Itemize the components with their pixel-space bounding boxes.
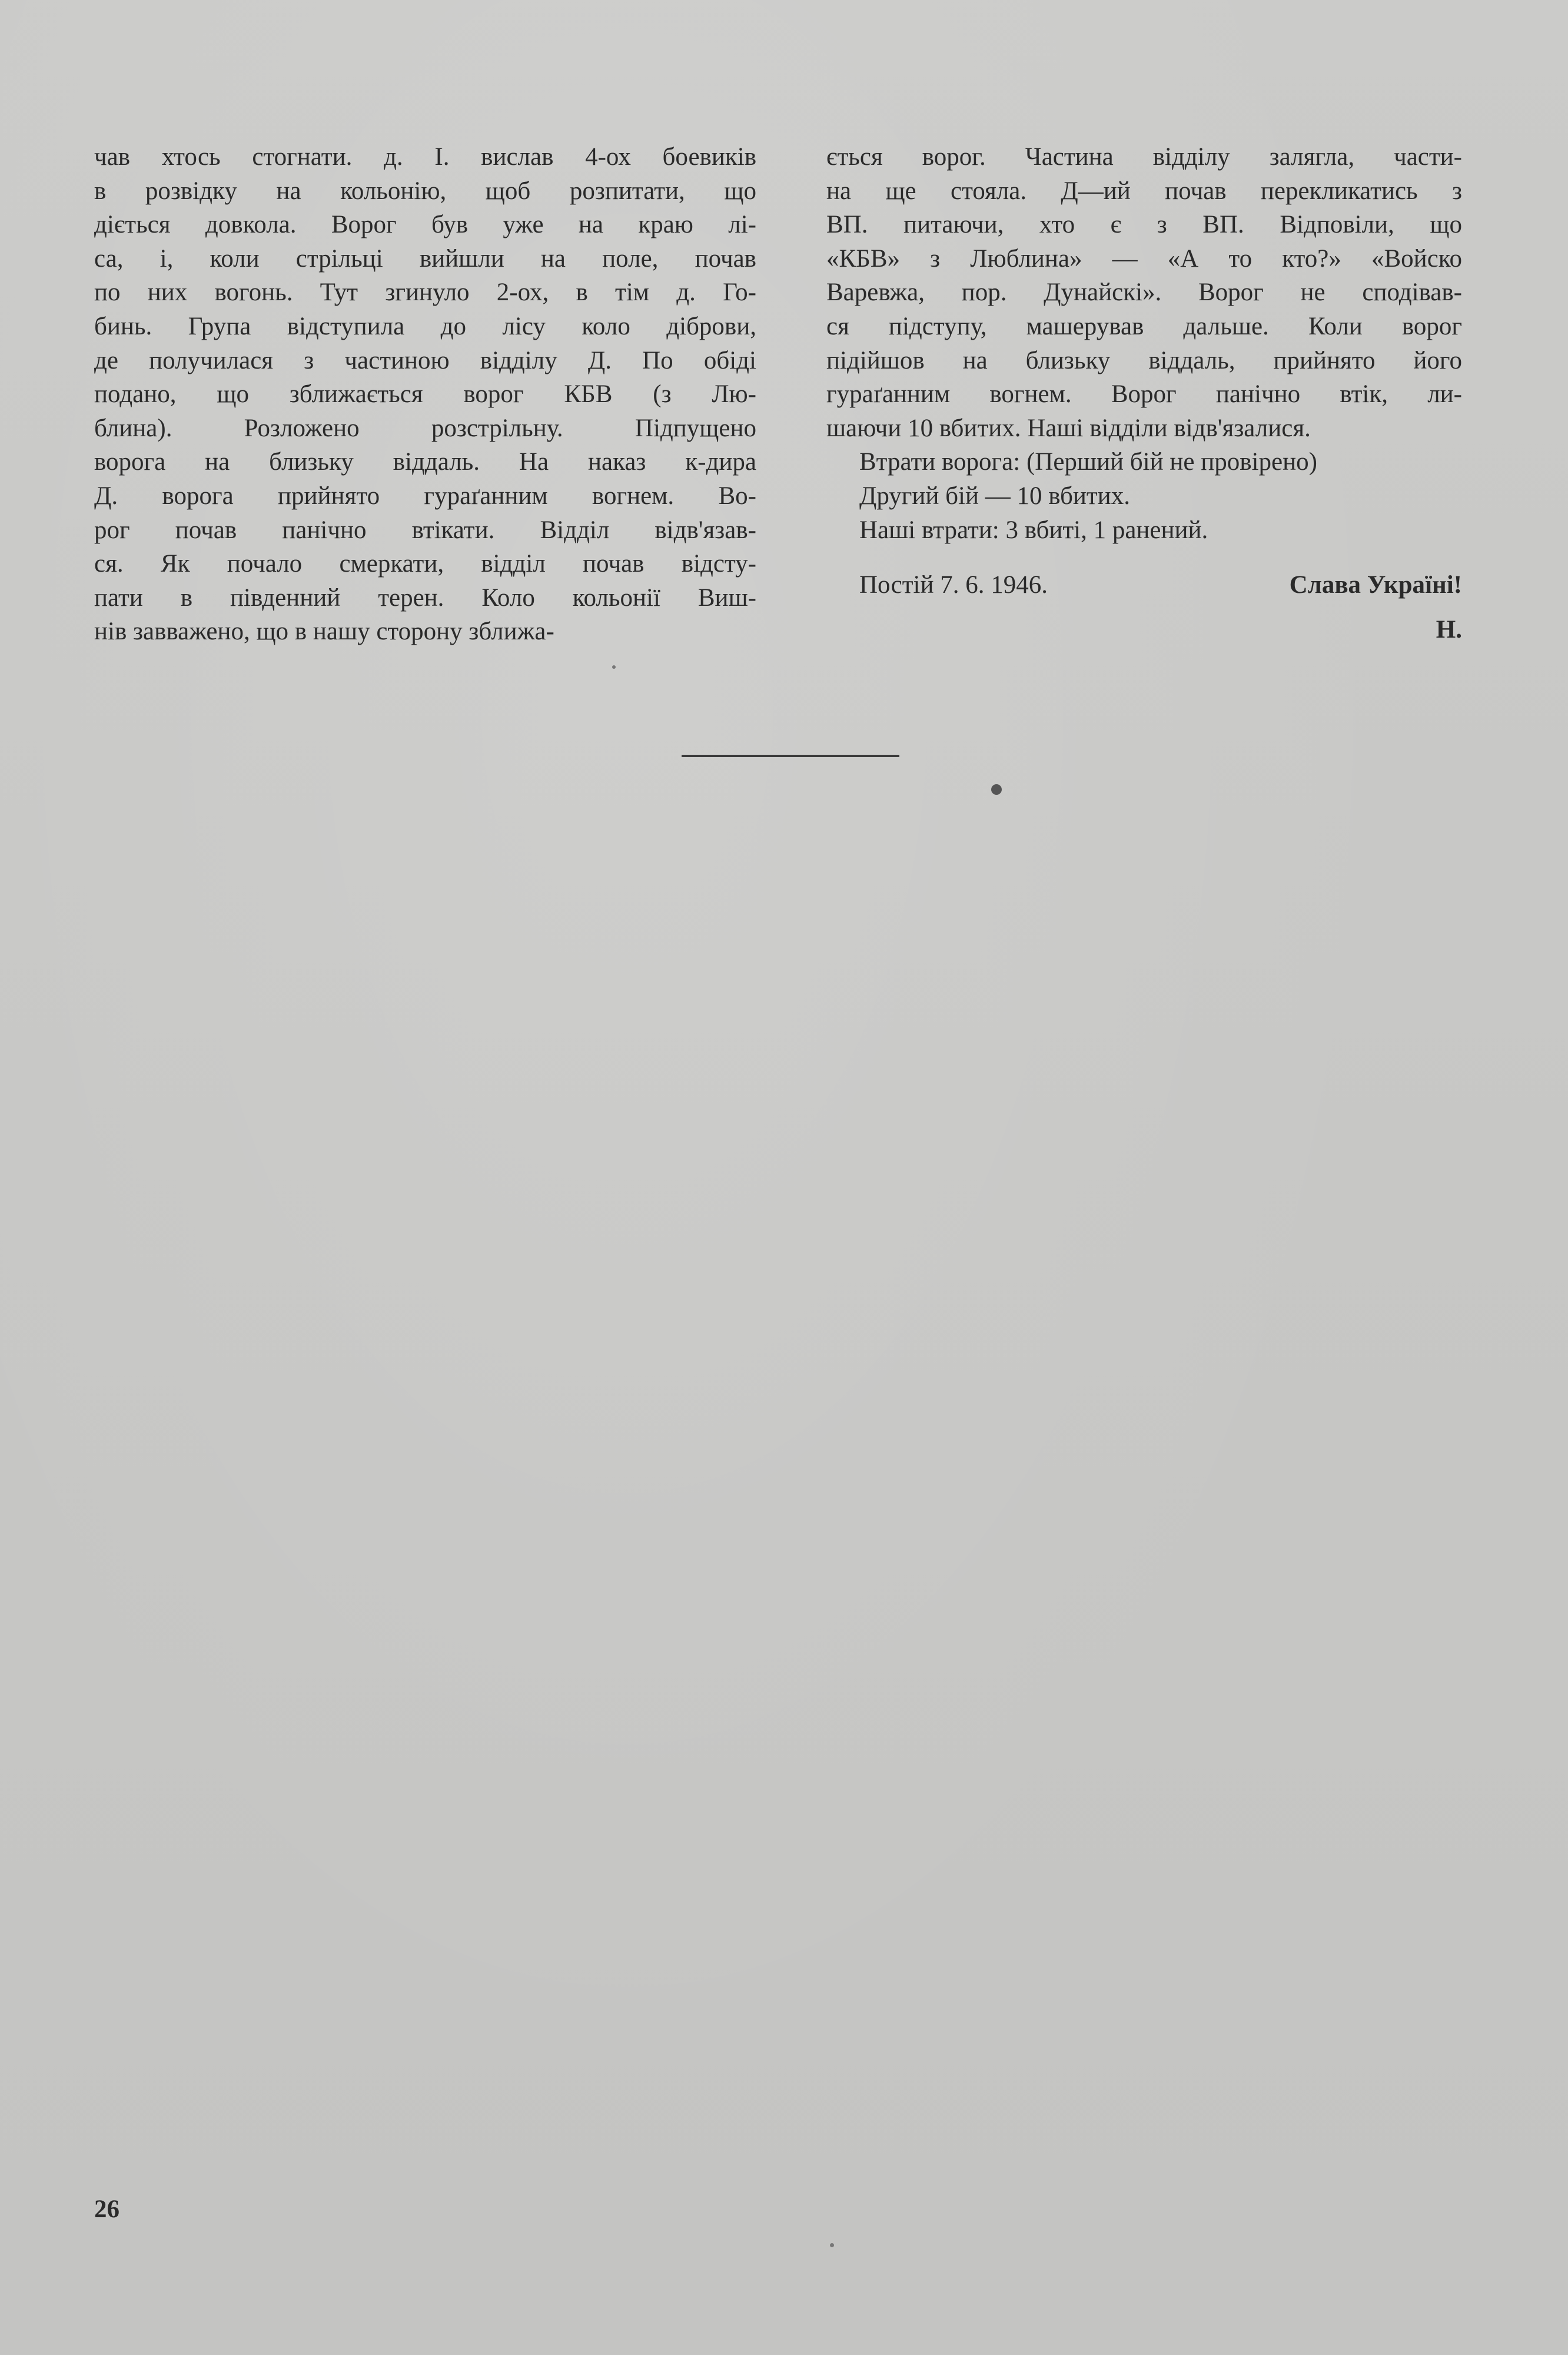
our-losses: Наші втрати: 3 вбиті, 1 ранений. [859,516,1208,544]
text-line: чав хтось стогнати. д. І. вислав 4-ох боевиків [94,143,756,171]
page-number: 26 [94,2195,119,2223]
text-line: підійшов на близьку віддаль, прийнято його [826,346,1462,374]
author-initial: Н. [1436,615,1462,644]
text-line: ВП. питаючи, хто є з ВП. Відповіли, що [826,211,1462,239]
text-line: пати в південний терен. Коло кольонії Виш- [94,583,756,612]
text-line: подано, що зближається ворог КБВ (з Лю- [94,380,756,409]
text-line: на ще стояла. Д—ий почав перекликатись з [826,177,1462,205]
right-column [826,140,1462,646]
place-date: Постій 7. 6. 1946. [859,571,1048,599]
text-line: ся. Як почало смеркати, відділ почав відсту- [94,550,756,578]
text-line: Варевжа, пор. Дунайскі». Ворог не сподівав- [826,278,1462,307]
text-line: «КБВ» з Люблина» — «А то кто?» «Войско [826,244,1462,273]
text-line: блина). Розложено розстрільну. Підпущено [94,414,756,442]
section-divider [682,755,899,757]
signoff-row [826,568,1462,602]
text-line: діється довкола. Ворог був уже на краю лі- [94,211,756,239]
text-line: са, і, коли стрільці вийшли на поле, почав [94,244,756,273]
text-line: бинь. Група відступила до лісу коло діброви, [94,312,756,340]
text-line: ється ворог. Частина відділу залягла, части- [826,143,1462,171]
left-column [94,140,756,649]
slogan: Слава Україні! [1289,571,1462,599]
text-line: в розвідку на кольонію, щоб розпитати, що [94,177,756,205]
text-line: де получилася з частиною відділу Д. По обіді [94,346,756,374]
text-line: шаючи 10 вбитих. Наші відділи відв'язалися. [826,414,1311,442]
text-line: по них вогонь. Тут згинуло 2-ох, в тім д. Го- [94,278,756,307]
print-speck [991,784,1002,795]
text-line: ся підступу, машерував дальше. Коли ворог [826,312,1462,340]
print-speck [612,665,616,669]
second-battle-losses: Другий бій — 10 вбитих. [859,482,1130,510]
print-speck [830,2243,834,2247]
text-line: нів завважено, що в нашу сторону зближа- [94,618,554,646]
text-line: рог почав панічно втікати. Відділ відв'язав- [94,516,756,544]
text-line: гураґанним вогнем. Ворог панічно втік, ли- [826,380,1462,409]
enemy-losses: Втрати ворога: (Перший бій не провірено) [859,448,1317,476]
text-line: Д. ворога прийнято гураґанним вогнем. Во- [94,482,756,510]
text-line: ворога на близьку віддаль. На наказ к-дира [94,448,756,476]
